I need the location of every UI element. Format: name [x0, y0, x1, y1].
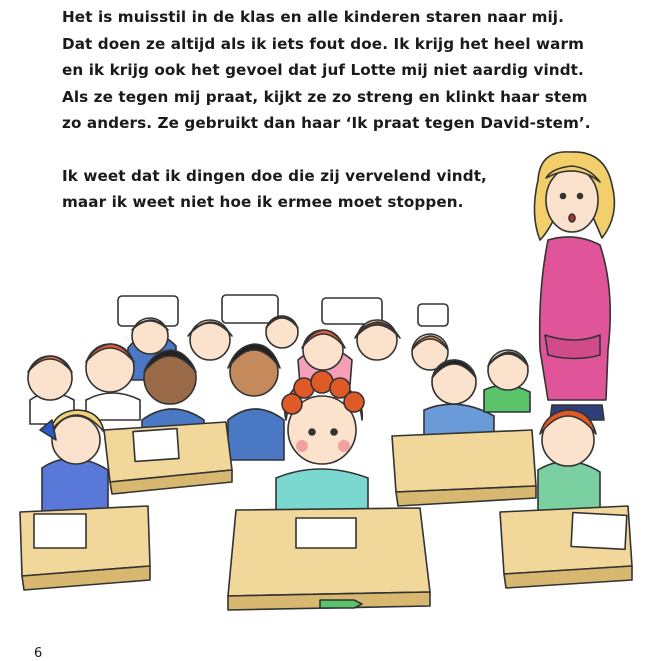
classmate-child — [424, 360, 494, 440]
classmate-child — [298, 330, 352, 385]
school-desk — [104, 422, 232, 494]
classmate-child — [355, 320, 400, 360]
classmate-child — [142, 350, 204, 440]
page-number: 6 — [34, 646, 43, 661]
story-line: Ik weet dat ik dingen doe die zij vervelend vindt, — [62, 166, 487, 185]
classmate-child — [538, 410, 600, 520]
classmate-child — [228, 344, 284, 460]
pencil-icon — [320, 600, 362, 608]
story-line: Het is muisstil in de klas en alle kinderen staren naar mij. — [62, 8, 564, 26]
story-line: zo anders. Ze gebruikt dan haar ‘Ik praat tegen David-stem’. — [62, 114, 591, 132]
story-line: maar ik weet niet hoe ik ermee moet stoppen. — [62, 193, 464, 211]
story-text — [62, 4, 632, 216]
school-desk — [228, 508, 430, 610]
classmate-child — [412, 334, 448, 370]
school-desk — [392, 430, 536, 506]
classmate-child — [40, 410, 108, 514]
story-line: Dat doen ze altijd als ik iets fout doe. Ik krijg het heel warm — [62, 34, 585, 53]
story-line: en ik krijg ook het gevoel dat juf Lotte mij niet aardig vindt. — [62, 61, 584, 79]
classmate-child — [128, 318, 176, 380]
empty-chair — [118, 295, 448, 326]
school-desk — [20, 506, 150, 590]
david-figure — [276, 371, 368, 520]
classmate-child — [86, 344, 140, 420]
story-line: Als ze tegen mij praat, kijkt ze zo streng en klinkt haar stem — [62, 87, 588, 106]
classmate-child — [266, 316, 298, 348]
classmate-child — [28, 356, 74, 424]
classmate-child — [484, 350, 530, 412]
school-desk — [500, 506, 632, 588]
classmate-child — [188, 320, 232, 360]
